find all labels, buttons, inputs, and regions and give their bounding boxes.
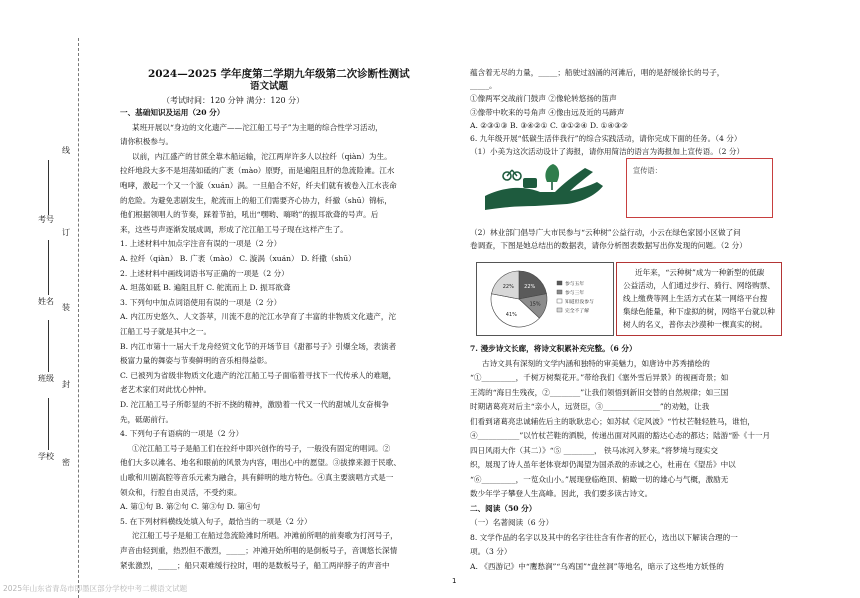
left-text-line: 以前，内江盛产的甘蔗全靠木船运输，沱江两岸许多人以拉纤（qiàn）为生。 bbox=[132, 151, 392, 161]
right-text-line: ①像两军交战前门鼓声 ②像轮转悠扬的笛声 bbox=[470, 94, 617, 104]
right-text-line: 数少年学子攀登人生高峰。因此，我们要多读古诗文。 bbox=[470, 489, 653, 498]
note-box bbox=[616, 262, 782, 336]
right-text-line: （2）林业部门倡导广大市民参与“云种树”公益行动，小云在绿色家园小区做了问 bbox=[470, 228, 741, 237]
right-text-line: ④___________”以竹杖芒鞋的洒脱，传递出面对风雨的豁达心态的都达；陆游“卧《十一月 bbox=[470, 431, 771, 440]
right-text-line: 四日风雨大作（其二）》“⑤ ________， 铁马冰河入梦来。”将梦境与现实交 bbox=[470, 445, 718, 455]
margin-char-line: 线 bbox=[62, 146, 70, 155]
left-text-line: 一、基础知识及运用（20 分） bbox=[120, 108, 225, 117]
pie-data-label: 41% bbox=[505, 311, 517, 318]
left-text-line: 4. 下列句子有语病的一项是（2 分） bbox=[120, 429, 244, 439]
left-text-line: 5. 在下列材料横线处填入句子，最恰当的一项是（2 分） bbox=[120, 516, 312, 526]
note-box-line: 线上缴费等网上生活方式在某一网络平台搜 bbox=[623, 294, 768, 303]
left-text-line: B. 内江市第十一届大千龙舟经贸文化节的开场节目《甜都号子》引爆全场，表演者 bbox=[120, 341, 397, 351]
exam-info: （考试时间：120 分钟 满分：120 分） bbox=[162, 96, 305, 105]
class-underline bbox=[48, 320, 49, 372]
left-text-line: 咆哮，激起一个又一个漩（xuán）涡。一旦船合不好，纤夫们就有被卷入江水丧命 bbox=[120, 181, 397, 190]
propaganda-label: 宣传语： bbox=[633, 166, 662, 175]
note-box-line: 集绿色能量，种下虚拟的树，网络平台就以种 bbox=[623, 307, 775, 316]
legend-swatch bbox=[557, 299, 562, 303]
right-text-line: 织，展现了诗人虽年老体衰却仍渴望为国杀敌的赤诚之心，杜甫在《望岳》中以 bbox=[470, 460, 736, 469]
page-number: 1 bbox=[452, 577, 457, 585]
margin-label-school: 学校 bbox=[38, 452, 54, 461]
legend-label: 知道但没参与 bbox=[565, 300, 594, 305]
left-text-line: 某班开展以“身边的文化遗产——沱江船工号子”为主题的综合性学习活动， bbox=[132, 122, 383, 132]
legend-label: 完全不了解 bbox=[565, 309, 589, 314]
right-text-line: A. ②③①③ B. ③④②① C. ③①②④ D. ①④③② bbox=[470, 120, 628, 130]
left-text-line: 江船工号子就是其中之一。 bbox=[120, 327, 212, 336]
note-box-line: 树人的名义，普你去沙漠种一棵真实的树。 bbox=[623, 320, 768, 329]
pie-data-label: 15% bbox=[529, 301, 541, 308]
right-text-line: “⑥_________，一览众山小。”展现登临绝顶、俯瞰一切的雄心与气概，激励无 bbox=[470, 474, 729, 484]
left-text-line: 沱江船工号子是船工在船过急流险滩时所唱。冲滩前所唱的前奏歌为打河号子， bbox=[132, 531, 398, 541]
margin-label-exam-number: 考号 bbox=[38, 215, 54, 224]
right-text-line: 们看到诸葛亮忠诚辅佐后主的耿耿忠心；如苏轼《定风波》“竹杖芒鞋轻胜马，谁怕， bbox=[470, 416, 755, 426]
right-text-line: 蕴含着无尽的力量，_____；船驶过汹涌的河滩后，唱的是舒缓徐长的号子， bbox=[470, 68, 725, 77]
right-text-line: （一）名著阅读（6 分） bbox=[470, 518, 554, 527]
right-text-line: 二、阅读（50 分） bbox=[470, 503, 537, 513]
legend-label: 参与三年 bbox=[565, 291, 585, 296]
margin-label-name: 姓名 bbox=[38, 297, 54, 306]
left-text-line: 极富力量的舞姿与节奏鲜明的音乐相得益彰。 bbox=[120, 356, 272, 366]
right-text-line: 王湾的“海日生残夜，②________”让我们领悟到新旧交替的自然规律；如三国 bbox=[470, 387, 729, 397]
note-box-line: 公益活动，人们通过步行、骑行、网络购票、 bbox=[623, 281, 775, 290]
left-text-line: A. 拉纤（qiàn） B. 广袤（mào） C. 漩涡（xuán） D. 纤撒（shū） bbox=[120, 254, 356, 263]
left-text-line: A. 坦荡如砥 B. 遍阻且肝 C. 舵流而上 D. 振耳欲聋 bbox=[120, 283, 291, 293]
right-text-line: 项。（3 分） bbox=[470, 547, 512, 556]
right-text-line: 6. 九年级开展“低碳生活伴我行”的综合实践活动，请你完成下面的任务。（4 分） bbox=[470, 134, 742, 143]
legend-label: 参与五年 bbox=[565, 282, 585, 287]
margin-char-zhuang: 装 bbox=[62, 303, 70, 312]
exam-number-underline bbox=[48, 160, 49, 215]
right-text-line: （1）小美为这次活动设计了海报，请你用简洁的语言为海报加上宣传语。（2 分） bbox=[470, 147, 745, 157]
left-text-line: 他们大多以滩名、地名和眼前的风景为内容，唱出心中的愿望。③拔撑来源于民歌、 bbox=[120, 458, 401, 468]
legend-swatch bbox=[557, 308, 562, 312]
school-underline bbox=[48, 398, 49, 450]
left-text-line: 紧张激烈，_____；船只艰难缓行拉时，唱的是数板号子，船工两岸脖子的声音中 bbox=[120, 560, 390, 570]
legend-swatch bbox=[557, 281, 562, 285]
left-text-line: 3. 下列句中加点词语使用有误的一项是（2 分） bbox=[120, 297, 282, 307]
left-text-line: 来，这些号声逐渐发展成调，形成了沱江船工号子现在这样产生了。 bbox=[120, 224, 348, 234]
left-text-line: 拉纤地段大多不是坦荡如砥的广袤（mào）原野，而是遍阻且肝的急流险滩。江水 bbox=[120, 166, 395, 176]
right-text-line: “①_________，千树万树梨花开。”带给我们《塞外雪后异景》的视画奇景；如 bbox=[470, 373, 729, 382]
left-text-line: 山歌和川剧高腔等音乐元素为融合，具有鲜明的地方特色。④真主要演唱方式是一 bbox=[120, 473, 394, 482]
left-text-line: 老艺术家们对此忧心忡忡。 bbox=[120, 385, 212, 395]
left-text-line: 1. 上述材料中加点字注音有误的一项是（2 分） bbox=[120, 239, 282, 249]
low-carbon-poster bbox=[485, 156, 611, 218]
exam-subtitle: 语文试题 bbox=[250, 81, 289, 92]
margin-char-feng: 封 bbox=[62, 380, 70, 389]
right-text-line: 8. 文学作品的名字以及其中的名字往往含有作者的匠心，选出以下解读合理的一 bbox=[470, 532, 738, 542]
watermark: 2025年山东省青岛市即墨区部分学校中考二模语文试题 bbox=[3, 584, 188, 593]
pie-data-label: 22% bbox=[524, 284, 536, 291]
margin-char-mi: 密 bbox=[62, 458, 70, 467]
right-text-line: 卷调查，下图是她总结出的数据表，请你分析图表数据写出你发现的问题。（2 分） bbox=[470, 241, 747, 251]
right-text-line: ③像带中吹来的号角声 ④像由远及近的马蹄声 bbox=[470, 107, 625, 117]
binding-cut-line bbox=[78, 38, 79, 598]
left-text-line: D. 沱江船工号子所彰显的不折不挠的精神，激励着一代又一代的甜城儿女奋楫争 bbox=[120, 400, 389, 409]
right-text-line: A. 《西游记》中“鹰愁涧”“乌鸡国”“盘丝洞”等地名，暗示了这些地方妖怪的 bbox=[470, 561, 724, 571]
right-text-line: _____。 bbox=[470, 81, 497, 91]
left-text-line: ①沱江船工号子是船工们在拉纤中即兴创作的号子，一般没有固定的唱词。② bbox=[132, 443, 391, 453]
right-text-line: 7. 漫步诗文长廊，将诗文积累补充完整。（6 分） bbox=[470, 344, 637, 353]
left-text-line: 请你积极参与。 bbox=[120, 137, 174, 147]
left-text-line: A. 第①句 B. 第②句 C. 第③句 D. 第④句 bbox=[120, 502, 261, 512]
left-text-line: A. 内江历史悠久、人文荟萃，川流不息的沱江水孕育了丰富的非物质文化遗产，沱 bbox=[120, 312, 397, 322]
propaganda-answer-box[interactable] bbox=[626, 158, 773, 218]
left-text-line: 先，砥砺前行。 bbox=[120, 414, 174, 424]
left-text-line: 2. 上述材料中画线词语书写正确的一项是（2 分） bbox=[120, 268, 289, 278]
pie-chart bbox=[477, 263, 613, 335]
left-text-line: C. 已被列为省级非物质文化遗产的沱江船工号子面临着寻找下一代传承人的难题， bbox=[120, 370, 397, 380]
name-underline bbox=[48, 240, 49, 295]
right-text-line: 古诗文具有深刻的文学内涵和独特的审美魅力，如唐诗中苏秀描绘的 bbox=[482, 358, 710, 368]
pie-chart-frame bbox=[476, 262, 614, 336]
margin-label-class: 班级 bbox=[38, 374, 54, 383]
right-text-line: 时期诸葛亮对后主“亲小人，远贤臣，③_______________”的劝勉，让我 bbox=[470, 402, 710, 411]
left-text-line: 的危险。为避免悲剧发生，舵流而上的船工们需要齐心协力，纤撤（shū）锦标， bbox=[120, 195, 392, 205]
left-text-line: 领众和，行腔自由灵活，不受约束。 bbox=[120, 487, 242, 497]
note-box-line: 近年来，“云种树”成为一种新型的低碳 bbox=[635, 268, 765, 277]
left-text-line: 声音由轻到重，热烈但不激烈，_____；冲滩开始所唱的是倒板号子，音调悠长深情 bbox=[120, 546, 398, 555]
left-text-line: 他们根据领唱人的节奏，踩着节拍，吼出“嘿哟、嗨哟”的振耳欲聋的号声。后 bbox=[120, 210, 379, 220]
pie-data-label: 22% bbox=[502, 284, 514, 291]
legend-swatch bbox=[557, 290, 562, 294]
exam-title: 2024—2025 学年度第二学期九年级第二次诊断性测试 bbox=[148, 68, 410, 80]
margin-char-ding: 订 bbox=[62, 228, 70, 237]
